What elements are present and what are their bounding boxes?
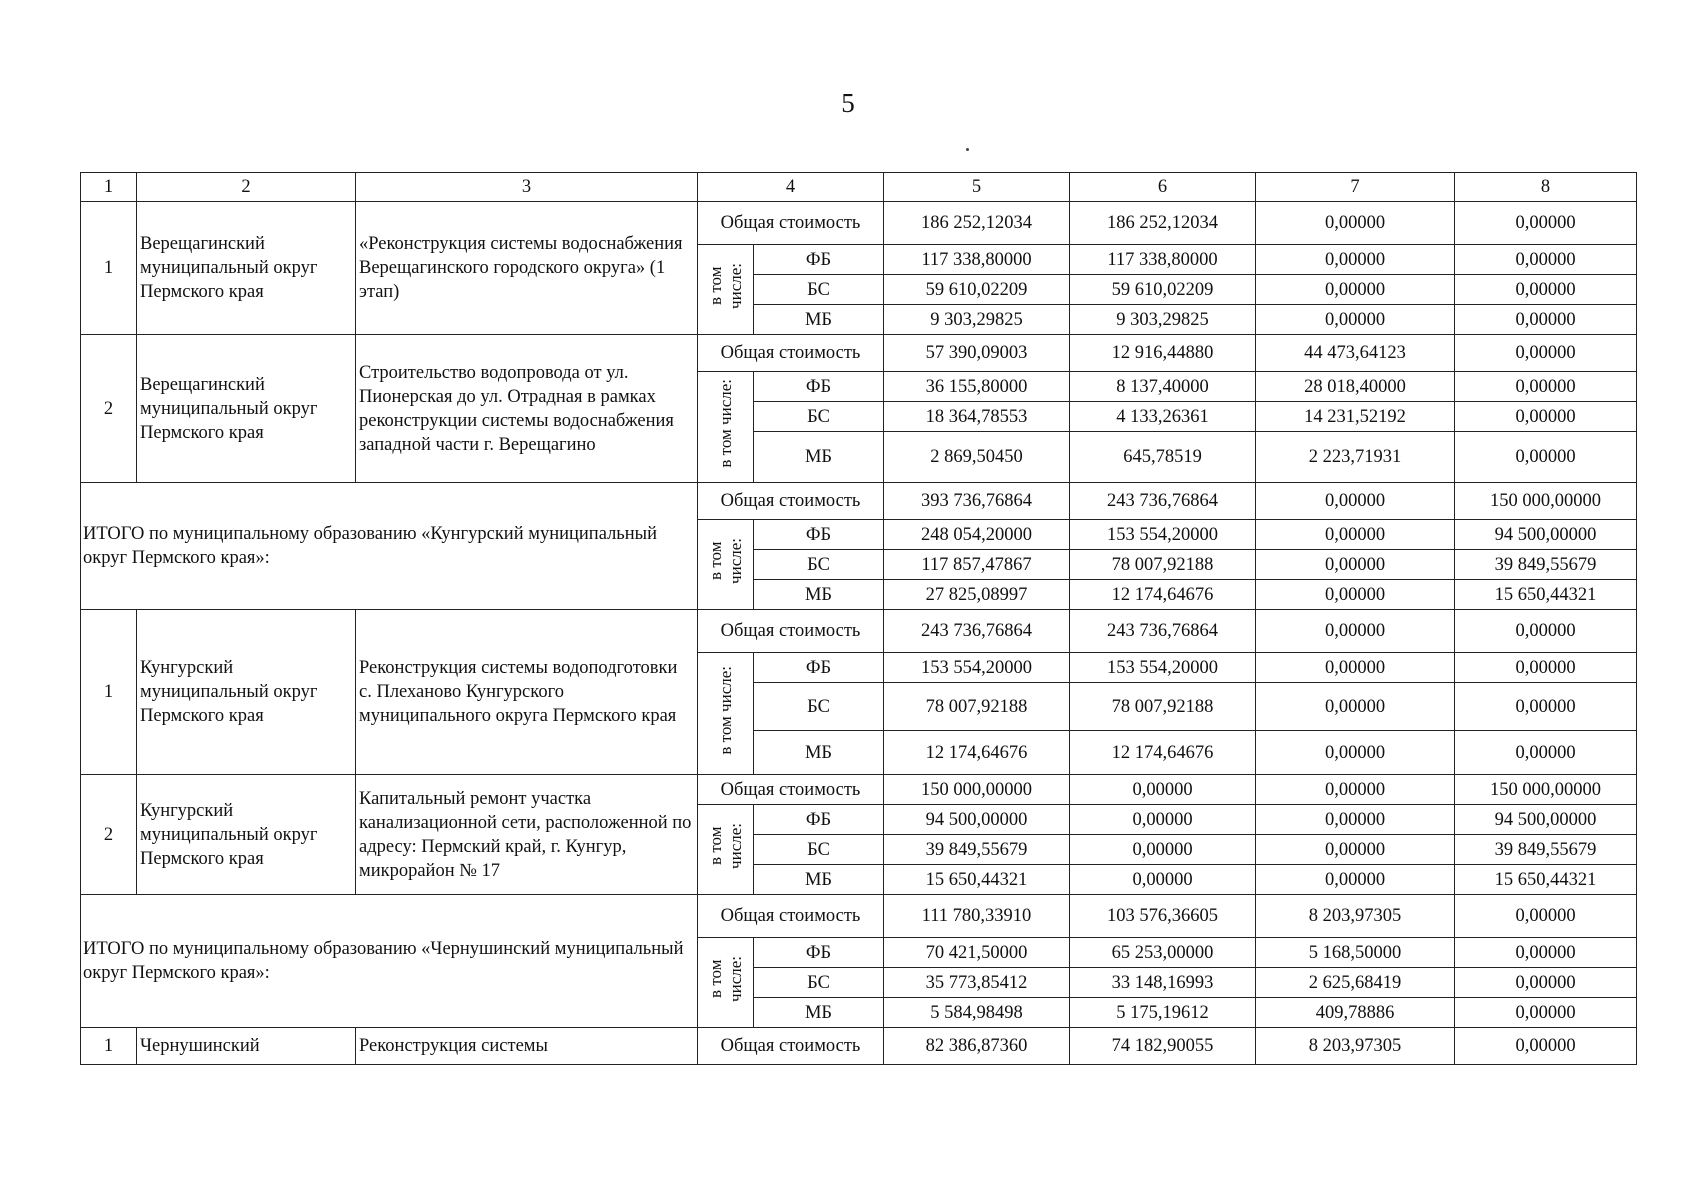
- source-mb-label: МБ: [754, 865, 884, 895]
- value-cell: 0,00000: [1455, 895, 1637, 938]
- source-fb-label: ФБ: [754, 653, 884, 683]
- value-cell: 39 849,55679: [884, 835, 1070, 865]
- source-fb-label: ФБ: [754, 805, 884, 835]
- value-cell: 0,00000: [1455, 402, 1637, 432]
- value-cell: 0,00000: [1455, 372, 1637, 402]
- source-bs-label: БС: [754, 550, 884, 580]
- value-cell: 5 175,19612: [1070, 998, 1256, 1028]
- table-row: [81, 775, 1637, 805]
- value-cell: 186 252,12034: [884, 202, 1070, 245]
- table-row: [81, 1028, 1637, 1065]
- value-cell: 645,78519: [1070, 432, 1256, 483]
- project-name-cell: Реконструкция системы: [356, 1028, 698, 1065]
- value-cell: 111 780,33910: [884, 895, 1070, 938]
- value-cell: 243 736,76864: [1070, 483, 1256, 520]
- value-cell: 153 554,20000: [884, 653, 1070, 683]
- table-row: [81, 895, 1637, 938]
- value-cell: 39 849,55679: [1455, 550, 1637, 580]
- value-cell: 70 421,50000: [884, 938, 1070, 968]
- value-cell: 39 849,55679: [1455, 835, 1637, 865]
- total-cost-label: Общая стоимость: [698, 610, 884, 653]
- total-cost-label: Общая стоимость: [698, 202, 884, 245]
- source-bs-label: БС: [754, 683, 884, 731]
- value-cell: 153 554,20000: [1070, 653, 1256, 683]
- value-cell: 0,00000: [1256, 305, 1455, 335]
- value-cell: 8 203,97305: [1256, 1028, 1455, 1065]
- value-cell: 8 203,97305: [1256, 895, 1455, 938]
- source-bs-label: БС: [754, 275, 884, 305]
- value-cell: 82 386,87360: [884, 1028, 1070, 1065]
- value-cell: 0,00000: [1256, 580, 1455, 610]
- value-cell: 94 500,00000: [884, 805, 1070, 835]
- value-cell: 65 253,00000: [1070, 938, 1256, 968]
- source-bs-label: БС: [754, 402, 884, 432]
- value-cell: 0,00000: [1455, 1028, 1637, 1065]
- value-cell: 0,00000: [1455, 938, 1637, 968]
- kungur-total-label: ИТОГО по муниципальному образованию «Кунгурский муниципальный округ Пермского края»:: [81, 483, 698, 610]
- value-cell: 0,00000: [1455, 305, 1637, 335]
- value-cell: 0,00000: [1455, 683, 1637, 731]
- value-cell: 28 018,40000: [1256, 372, 1455, 402]
- value-cell: 0,00000: [1256, 202, 1455, 245]
- header-col-8: 8: [1455, 173, 1637, 202]
- funding-table: [80, 172, 1637, 1065]
- value-cell: 0,00000: [1455, 653, 1637, 683]
- value-cell: 33 148,16993: [1070, 968, 1256, 998]
- value-cell: 2 223,71931: [1256, 432, 1455, 483]
- value-cell: 248 054,20000: [884, 520, 1070, 550]
- value-cell: 94 500,00000: [1455, 520, 1637, 550]
- value-cell: 186 252,12034: [1070, 202, 1256, 245]
- value-cell: 9 303,29825: [884, 305, 1070, 335]
- value-cell: 15 650,44321: [1455, 865, 1637, 895]
- header-col-5: 5: [884, 173, 1070, 202]
- value-cell: 78 007,92188: [884, 683, 1070, 731]
- source-mb-label: МБ: [754, 305, 884, 335]
- value-cell: 0,00000: [1256, 805, 1455, 835]
- source-fb-label: ФБ: [754, 938, 884, 968]
- value-cell: 0,00000: [1455, 998, 1637, 1028]
- value-cell: 117 338,80000: [1070, 245, 1256, 275]
- header-col-6: 6: [1070, 173, 1256, 202]
- project-name-cell: Реконструкция системы водоподготовки с. Плеханово Кунгурского муниципального округа Пермского края: [356, 610, 698, 775]
- project-name-cell: Строительство водопровода от ул. Пионерская до ул. Отрадная в рамках реконструкции системы водоснабжения западной части г. Верещагино: [356, 335, 698, 483]
- project-number: 2: [81, 775, 137, 895]
- value-cell: 78 007,92188: [1070, 683, 1256, 731]
- of-which-label: в том числе:: [698, 805, 754, 895]
- value-cell: 0,00000: [1256, 865, 1455, 895]
- value-cell: 12 174,64676: [1070, 580, 1256, 610]
- value-cell: 0,00000: [1256, 483, 1455, 520]
- value-cell: 117 338,80000: [884, 245, 1070, 275]
- value-cell: 0,00000: [1070, 805, 1256, 835]
- of-which-label: в том числе:: [698, 372, 754, 483]
- table-row: [81, 610, 1637, 653]
- value-cell: 0,00000: [1256, 731, 1455, 775]
- value-cell: 0,00000: [1256, 835, 1455, 865]
- value-cell: 12 174,64676: [884, 731, 1070, 775]
- value-cell: 74 182,90055: [1070, 1028, 1256, 1065]
- value-cell: 9 303,29825: [1070, 305, 1256, 335]
- municipality-cell: Чернушинский: [137, 1028, 356, 1065]
- value-cell: 12 174,64676: [1070, 731, 1256, 775]
- project-number: 2: [81, 335, 137, 483]
- source-fb-label: ФБ: [754, 520, 884, 550]
- project-name-cell: Капитальный ремонт участка канализационной сети, расположенной по адресу: Пермский край, г. Кунгур, микрорайон № 17: [356, 775, 698, 895]
- value-cell: 27 825,08997: [884, 580, 1070, 610]
- value-cell: 59 610,02209: [884, 275, 1070, 305]
- scan-speck: [966, 148, 969, 151]
- value-cell: 0,00000: [1455, 968, 1637, 998]
- value-cell: 5 584,98498: [884, 998, 1070, 1028]
- value-cell: 0,00000: [1455, 335, 1637, 372]
- value-cell: 0,00000: [1070, 775, 1256, 805]
- header-col-4: 4: [698, 173, 884, 202]
- source-bs-label: БС: [754, 968, 884, 998]
- project-number: 1: [81, 202, 137, 335]
- table-row: [81, 483, 1637, 520]
- source-mb-label: МБ: [754, 998, 884, 1028]
- value-cell: 243 736,76864: [884, 610, 1070, 653]
- total-cost-label: Общая стоимость: [698, 483, 884, 520]
- value-cell: 5 168,50000: [1256, 938, 1455, 968]
- value-cell: 150 000,00000: [1455, 483, 1637, 520]
- value-cell: 0,00000: [1455, 245, 1637, 275]
- total-cost-label: Общая стоимость: [698, 895, 884, 938]
- value-cell: 0,00000: [1256, 275, 1455, 305]
- value-cell: 0,00000: [1256, 245, 1455, 275]
- total-cost-label: Общая стоимость: [698, 1028, 884, 1065]
- value-cell: 150 000,00000: [1455, 775, 1637, 805]
- value-cell: 0,00000: [1455, 275, 1637, 305]
- of-which-label: в том числе:: [698, 245, 754, 335]
- source-mb-label: МБ: [754, 432, 884, 483]
- project-number: 1: [81, 1028, 137, 1065]
- source-bs-label: БС: [754, 835, 884, 865]
- value-cell: 12 916,44880: [1070, 335, 1256, 372]
- value-cell: 2 625,68419: [1256, 968, 1455, 998]
- value-cell: 2 869,50450: [884, 432, 1070, 483]
- value-cell: 0,00000: [1256, 550, 1455, 580]
- value-cell: 0,00000: [1455, 432, 1637, 483]
- value-cell: 18 364,78553: [884, 402, 1070, 432]
- value-cell: 78 007,92188: [1070, 550, 1256, 580]
- total-cost-label: Общая стоимость: [698, 775, 884, 805]
- value-cell: 59 610,02209: [1070, 275, 1256, 305]
- value-cell: 0,00000: [1256, 683, 1455, 731]
- source-fb-label: ФБ: [754, 372, 884, 402]
- value-cell: 0,00000: [1256, 610, 1455, 653]
- value-cell: 15 650,44321: [884, 865, 1070, 895]
- table-row: [81, 202, 1637, 245]
- value-cell: 57 390,09003: [884, 335, 1070, 372]
- page-number: 5: [841, 88, 855, 118]
- value-cell: 94 500,00000: [1455, 805, 1637, 835]
- project-number: 1: [81, 610, 137, 775]
- value-cell: 103 576,36605: [1070, 895, 1256, 938]
- source-mb-label: МБ: [754, 580, 884, 610]
- value-cell: 393 736,76864: [884, 483, 1070, 520]
- value-cell: 117 857,47867: [884, 550, 1070, 580]
- value-cell: 153 554,20000: [1070, 520, 1256, 550]
- header-col-3: 3: [356, 173, 698, 202]
- source-fb-label: ФБ: [754, 245, 884, 275]
- total-cost-label: Общая стоимость: [698, 335, 884, 372]
- municipality-cell: Верещагинский муниципальный округ Пермского края: [137, 335, 356, 483]
- value-cell: 409,78886: [1256, 998, 1455, 1028]
- header-col-2: 2: [137, 173, 356, 202]
- value-cell: 15 650,44321: [1455, 580, 1637, 610]
- header-row: [81, 173, 1637, 202]
- project-name-cell: «Реконструкция системы водоснабжения Верещагинского городского округа» (1 этап): [356, 202, 698, 335]
- municipality-cell: Верещагинский муниципальный округ Пермского края: [137, 202, 356, 335]
- value-cell: 0,00000: [1455, 202, 1637, 245]
- value-cell: 0,00000: [1256, 520, 1455, 550]
- of-which-label: в том числе:: [698, 653, 754, 775]
- chernushka-total-label: ИТОГО по муниципальному образованию «Чернушинский муниципальный округ Пермского края»:: [81, 895, 698, 1028]
- header-col-7: 7: [1256, 173, 1455, 202]
- header-col-1: 1: [81, 173, 137, 202]
- municipality-cell: Кунгурский муниципальный округ Пермского края: [137, 610, 356, 775]
- value-cell: 0,00000: [1455, 610, 1637, 653]
- of-which-label: в том числе:: [698, 938, 754, 1028]
- value-cell: 0,00000: [1070, 865, 1256, 895]
- value-cell: 0,00000: [1455, 731, 1637, 775]
- value-cell: 44 473,64123: [1256, 335, 1455, 372]
- value-cell: 0,00000: [1256, 653, 1455, 683]
- municipality-cell: Кунгурский муниципальный округ Пермского края: [137, 775, 356, 895]
- table-row: [81, 335, 1637, 372]
- value-cell: 243 736,76864: [1070, 610, 1256, 653]
- value-cell: 35 773,85412: [884, 968, 1070, 998]
- value-cell: 0,00000: [1256, 775, 1455, 805]
- value-cell: 36 155,80000: [884, 372, 1070, 402]
- value-cell: 150 000,00000: [884, 775, 1070, 805]
- value-cell: 4 133,26361: [1070, 402, 1256, 432]
- value-cell: 14 231,52192: [1256, 402, 1455, 432]
- value-cell: 0,00000: [1070, 835, 1256, 865]
- of-which-label: в том числе:: [698, 520, 754, 610]
- value-cell: 8 137,40000: [1070, 372, 1256, 402]
- source-mb-label: МБ: [754, 731, 884, 775]
